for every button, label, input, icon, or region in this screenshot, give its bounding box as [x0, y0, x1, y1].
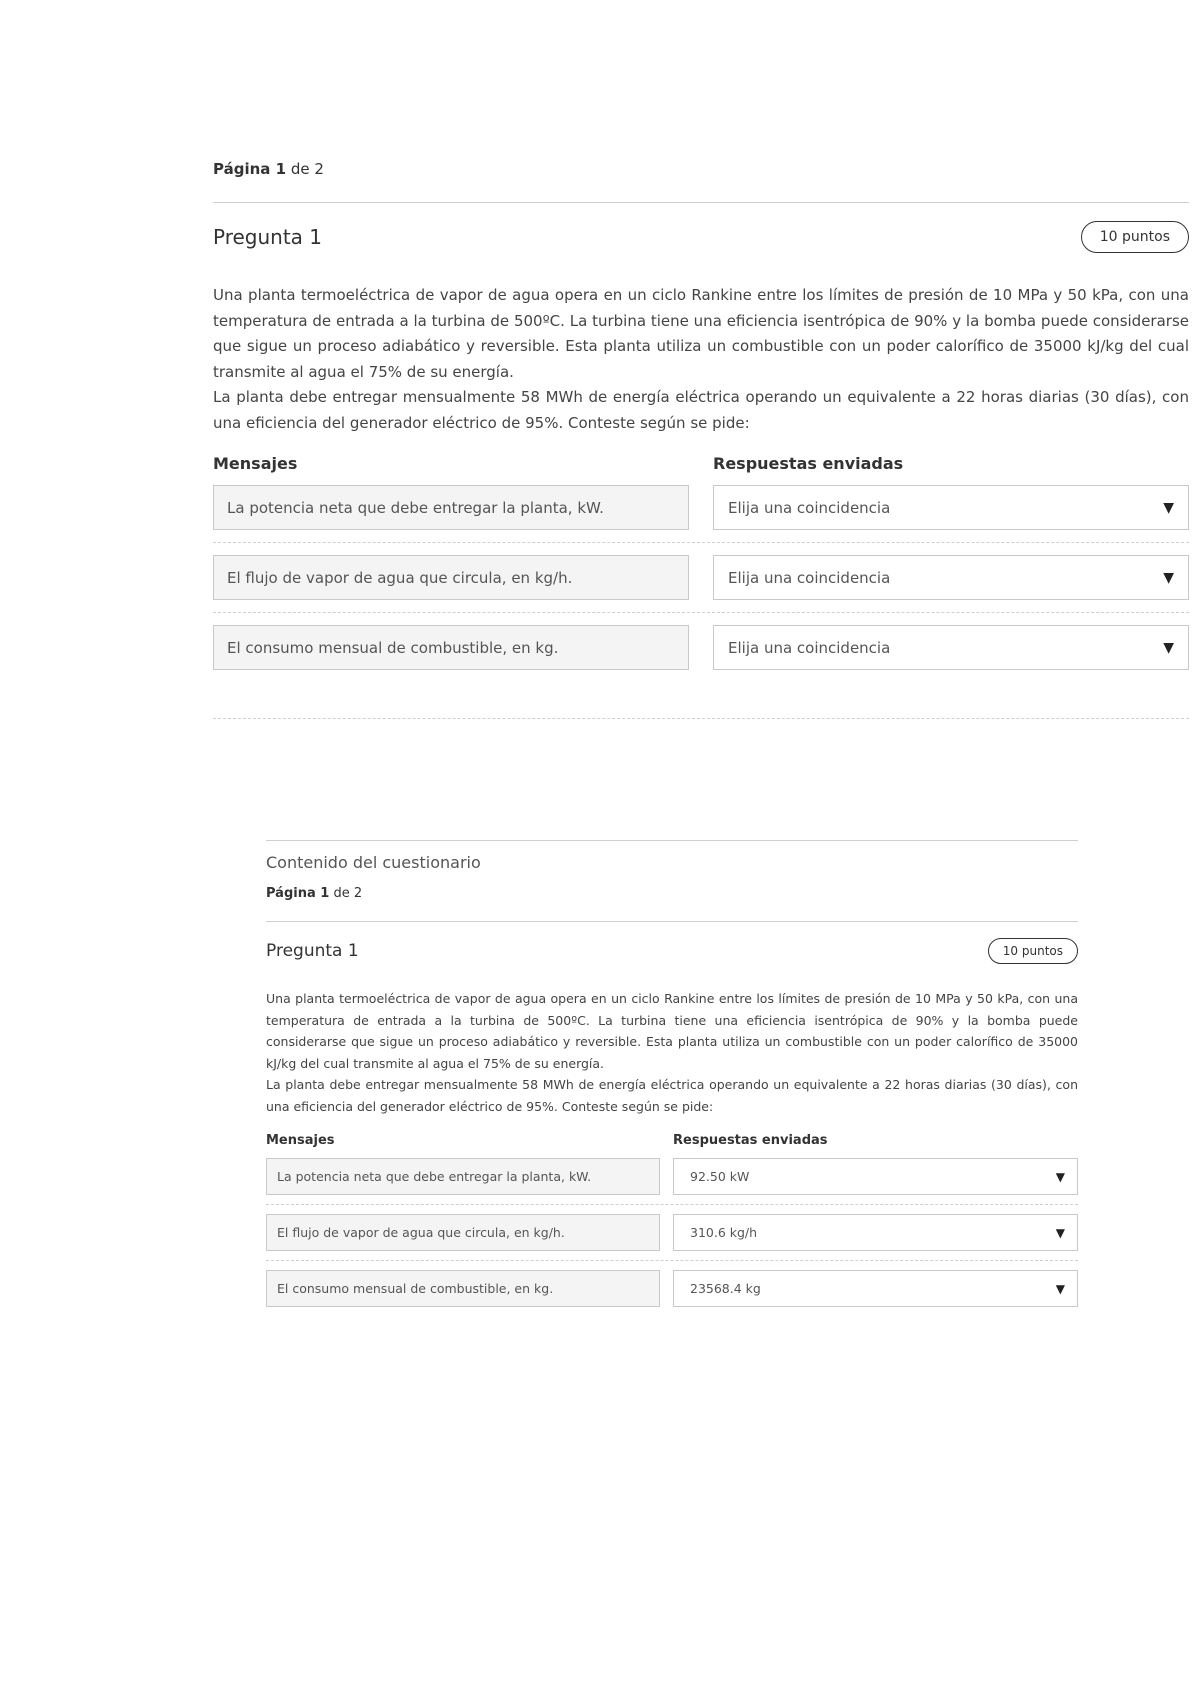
answer-dropdown-value: Elija una coincidencia — [728, 638, 891, 657]
dropdown-caret-icon: ▼ — [1055, 1169, 1065, 1184]
question-paragraph-2: La planta debe entregar mensualmente 58 MWh de energía eléctrica operando un equivalente a 22 horas diarias (30 días), con una eficiencia del generador eléctrico de 95%. Conteste según se pide: — [266, 1077, 1078, 1114]
answer-dropdown[interactable] — [673, 1270, 1078, 1307]
prompts-column-header: Mensajes — [266, 1133, 335, 1148]
page-indicator-total: de 2 — [286, 160, 324, 178]
question-title: Pregunta 1 — [266, 941, 359, 961]
page-indicator — [266, 886, 1078, 901]
answer-dropdown-value: 92.50 kW — [690, 1169, 750, 1184]
question-header — [266, 921, 1078, 964]
dropdown-caret-icon: ▼ — [1163, 499, 1174, 516]
answer-dropdown-value: 23568.4 kg — [690, 1281, 761, 1296]
matching-header — [213, 454, 1189, 473]
matching-row — [213, 555, 1189, 613]
match-prompt: El flujo de vapor de agua que circula, en kg/h. — [266, 1214, 660, 1251]
answers-column-header: Respuestas enviadas — [673, 1133, 828, 1148]
dropdown-caret-icon: ▼ — [1163, 569, 1174, 586]
question-paragraph-1: Una planta termoeléctrica de vapor de agua opera en un ciclo Rankine entre los límites de presión de 10 MPa y 50 kPa, con una temperatura de entrada a la turbina de 500ºC. La turbina tiene una eficiencia isentrópica de 90% y la bomba puede considerarse que sigue un proceso adiabático y reversible. Esta planta utiliza un combustible con un poder calorífico de 35000 kJ/kg del cual transmite al agua el 75% de su energía. — [266, 991, 1078, 1071]
page-indicator-current: Página 1 — [266, 886, 330, 901]
match-prompt: La potencia neta que debe entregar la planta, kW. — [213, 485, 689, 530]
answer-dropdown-value: 310.6 kg/h — [690, 1225, 758, 1240]
section-divider — [213, 718, 1189, 719]
points-badge: 10 puntos — [1081, 221, 1189, 253]
match-prompt: El flujo de vapor de agua que circula, en kg/h. — [213, 555, 689, 600]
match-prompt: El consumo mensual de combustible, en kg. — [213, 625, 689, 670]
answer-dropdown[interactable] — [713, 485, 1189, 530]
page-indicator-current: Página 1 — [213, 160, 287, 178]
question-text — [213, 283, 1189, 436]
answers-column-header: Respuestas enviadas — [713, 454, 904, 473]
answer-dropdown[interactable] — [713, 625, 1189, 670]
matching-header — [266, 1133, 1078, 1148]
match-prompt: La potencia neta que debe entregar la planta, kW. — [266, 1158, 660, 1195]
points-badge: 10 puntos — [988, 938, 1078, 964]
quiz-section-unanswered — [213, 160, 1189, 719]
answer-dropdown[interactable] — [673, 1214, 1078, 1251]
matching-row — [213, 485, 1189, 543]
question-title: Pregunta 1 — [213, 225, 323, 249]
question-paragraph-1: Una planta termoeléctrica de vapor de agua opera en un ciclo Rankine entre los límites de presión de 10 MPa y 50 kPa, con una temperatura de entrada a la turbina de 500ºC. La turbina tiene una eficiencia isentrópica de 90% y la bomba puede considerarse que sigue un proceso adiabático y reversible. Esta planta utiliza un combustible con un poder calorífico de 35000 kJ/kg del cual transmite al agua el 75% de su energía. — [213, 286, 1189, 381]
answer-dropdown-value: Elija una coincidencia — [728, 568, 891, 587]
dropdown-caret-icon: ▼ — [1055, 1225, 1065, 1240]
matching-row — [266, 1270, 1078, 1316]
answer-dropdown-value: Elija una coincidencia — [728, 498, 891, 517]
quiz-content-title: Contenido del cuestionario — [266, 853, 481, 872]
prompts-column-header: Mensajes — [213, 454, 298, 473]
page-indicator-total: de 2 — [329, 886, 363, 901]
answer-dropdown[interactable] — [673, 1158, 1078, 1195]
section-top-divider — [266, 840, 1078, 841]
matching-row — [266, 1158, 1078, 1205]
match-prompt: El consumo mensual de combustible, en kg. — [266, 1270, 660, 1307]
matching-row — [266, 1214, 1078, 1261]
answer-dropdown[interactable] — [713, 555, 1189, 600]
dropdown-caret-icon: ▼ — [1055, 1281, 1065, 1296]
question-header — [213, 202, 1189, 253]
quiz-section-answered — [266, 840, 1078, 1325]
question-paragraph-2: La planta debe entregar mensualmente 58 MWh de energía eléctrica operando un equivalente a 22 horas diarias (30 días), con una eficiencia del generador eléctrico de 95%. Conteste según se pide: — [213, 388, 1189, 432]
page-indicator — [213, 160, 1189, 178]
question-text — [266, 988, 1078, 1117]
dropdown-caret-icon: ▼ — [1163, 639, 1174, 656]
matching-row — [213, 625, 1189, 682]
